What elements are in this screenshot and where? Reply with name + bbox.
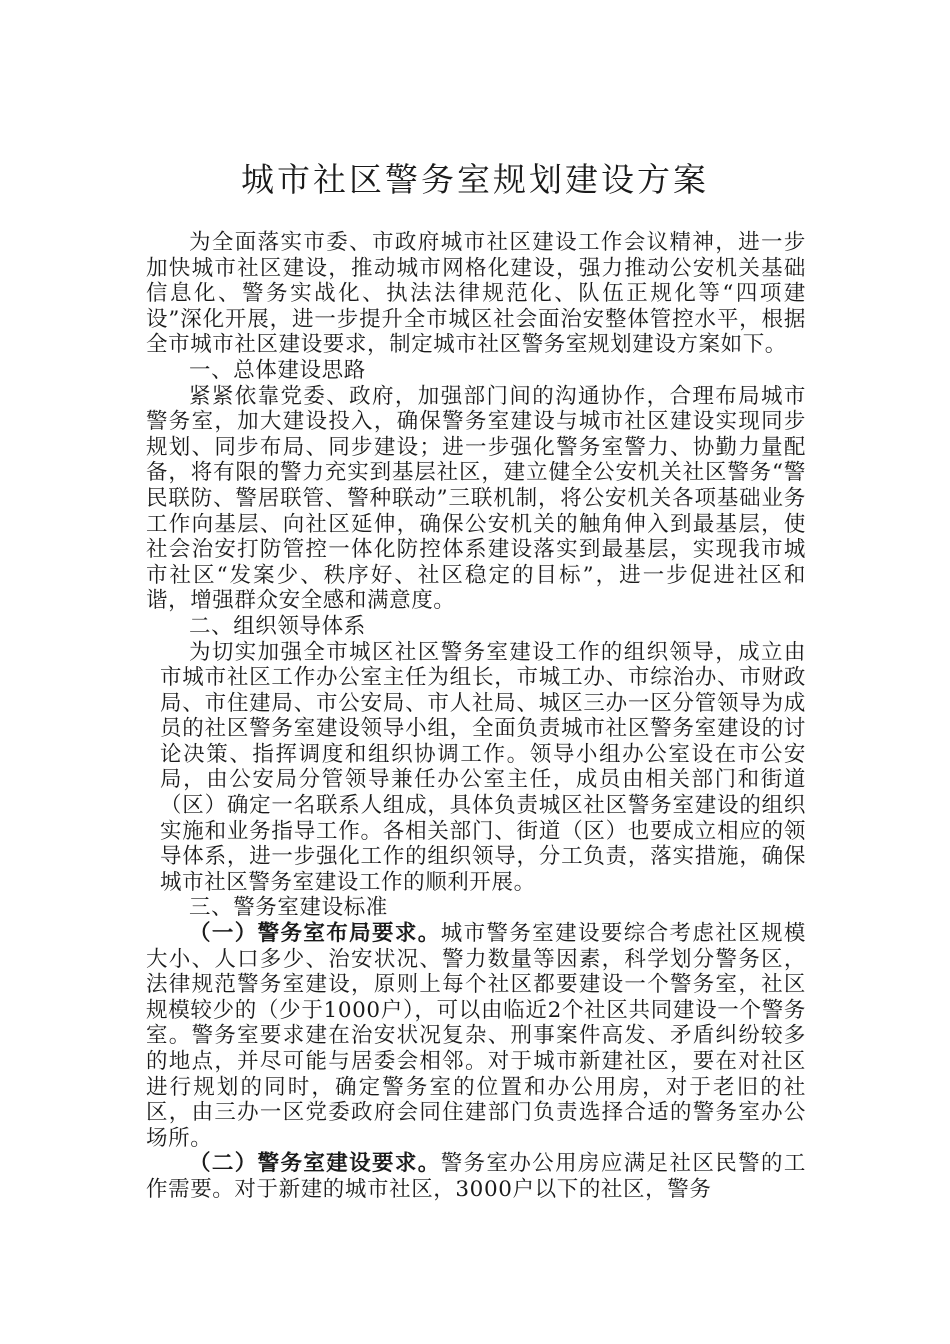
standards-item-construction-text: 警务室办公用房应满足社区民警的工作需要。对于新建的城市社区，3000户以下的社区，警务 bbox=[146, 1151, 806, 1202]
document-title: 城市社区警务室规划建设方案 bbox=[241, 160, 709, 199]
section-heading-leadership: 二、组织领导体系 bbox=[189, 613, 366, 639]
section-heading-standards: 三、警务室建设标准 bbox=[189, 895, 388, 921]
standards-item-construction bbox=[146, 1151, 806, 1202]
section-heading-overall-approach: 一、总体建设思路 bbox=[189, 357, 366, 383]
intro-paragraph: 为全面落实市委、市政府城市社区建设工作会议精神，进一步加快城市社区建设，推动城市网格化建设，强力推动公安机关基础信息化、警务实战化、执法法律规范化、队伍正规化等“四项建设”深化开展，进一步提升全市城区社会面治安整体管控水平，根据全市城市社区建设要求，制定城市社区警务室规划建设方案如下。 bbox=[146, 230, 806, 358]
section-paragraph-overall-approach: 紧紧依靠党委、政府，加强部门间的沟通协作，合理布局城市警务室，加大建设投入，确保警务室建设与城市社区建设实现同步规划、同步布局、同步建设；进一步强化警务室警力、协勤力量配备，将有限的警力充实到基层社区，建立健全公安机关社区警务“警民联防、警居联管、警种联动”三联机制，将公安机关各项基础业务工作向基层、向社区延伸，确保公安机关的触角伸入到最基层，使社会治安打防管控一体化防控体系建设落实到最基层，实现我市城市社区“发案少、秩序好、社区稳定的目标”，进一步促进社区和谐，增强群众安全感和满意度。 bbox=[146, 383, 806, 614]
standards-item-layout bbox=[146, 921, 806, 1151]
standards-item-construction-lead: （二）警务室建设要求。 bbox=[189, 1151, 441, 1177]
section-paragraph-leadership: 为切实加强全市城区社区警务室建设工作的组织领导，成立由市城市社区工作办公室主任为组长，市城工办、市综治办、市财政局、市住建局、市公安局、市人社局、城区三办一区分管领导为成员的社区警务室建设领导小组，全面负责城市社区警务室建设的讨论决策、指挥调度和组织协调工作。领导小组办公室设在市公安局，由公安局分管领导兼任办公室主任，成员由相关部门和街道（区）确定一名联系人组成，具体负责城区社区警务室建设的组织实施和业务指导工作。各相关部门、街道（区）也要成立相应的领导体系，进一步强化工作的组织领导，分工负责，落实措施，确保城市社区警务室建设工作的顺利开展。 bbox=[160, 639, 806, 895]
document-body bbox=[146, 230, 806, 1203]
standards-item-layout-text: 城市警务室建设要综合考虑社区规模大小、人口多少、治安状况、警力数量等因素，科学划分警务区，法律规范警务室建设，原则上每个社区都要建设一个警务室，社区规模较少的（少于1000户），可以由临近2个社区共同建设一个警务室。警务室要求建在治安状况复杂、刑事案件高发、矛盾纠纷较多的地点，并尽可能与居委会相邻。对于城市新建社区，要在对社区进行规划的同时，确定警务室的位置和办公用房，对于老旧的社区，由三办一区党委政府会同住建部门负责选择合适的警务室办公场所。 bbox=[146, 921, 806, 1151]
standards-item-layout-lead: （一）警务室布局要求。 bbox=[189, 921, 441, 947]
